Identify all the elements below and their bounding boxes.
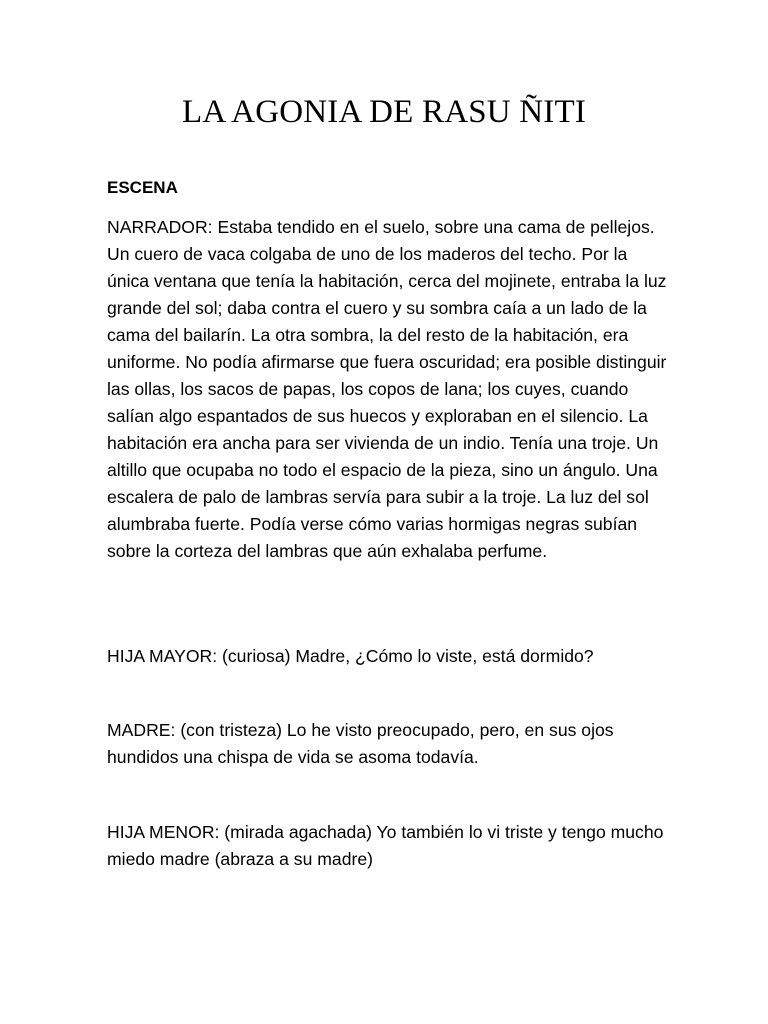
scene-heading: ESCENA [107, 178, 178, 197]
paragraph-madre: MADRE: (con tristeza) Lo he visto preocupado, pero, en sus ojos hundidos una chispa de vida se asoma todavía. [107, 720, 614, 767]
document-title: LA AGONIA DE RASU ÑITI [181, 94, 587, 130]
paragraph-hija-mayor: HIJA MAYOR: (curiosa) Madre, ¿Cómo lo viste, está dormido? [107, 646, 594, 666]
paragraph-narrador: NARRADOR: Estaba tendido en el suelo, sobre una cama de pellejos. Un cuero de vaca colgaba de uno de los maderos del techo. Por la única ventana que tenía la habitación, cerca del mojinete, entraba la luz grande del sol; daba contra el cuero y su sombra caía a un lado de la cama del bailarín. La otra sombra, la del resto de la habitación, era uniforme. No podía afirmarse que fuera oscuridad; era posible distinguir las ollas, los sacos de papas, los copos de lana; los cuyes, cuando salían algo espantados de sus huecos y exploraban en el silencio. La habitación era ancha para ser vivienda de un indio. Tenía una troje. Un altillo que ocupaba no todo el espacio de la pieza, sino un ángulo. Una escalera de palo de lambras servía para subir a la troje. La luz del sol alumbraba fuerte. Podía verse cómo varias hormigas negras subían sobre la corteza del lambras que aún exhalaba perfume. [107, 217, 667, 561]
paragraph-hija-menor: HIJA MENOR: (mirada agachada) Yo también lo vi triste y tengo mucho miedo madre (abraza a su madre) [107, 822, 664, 869]
